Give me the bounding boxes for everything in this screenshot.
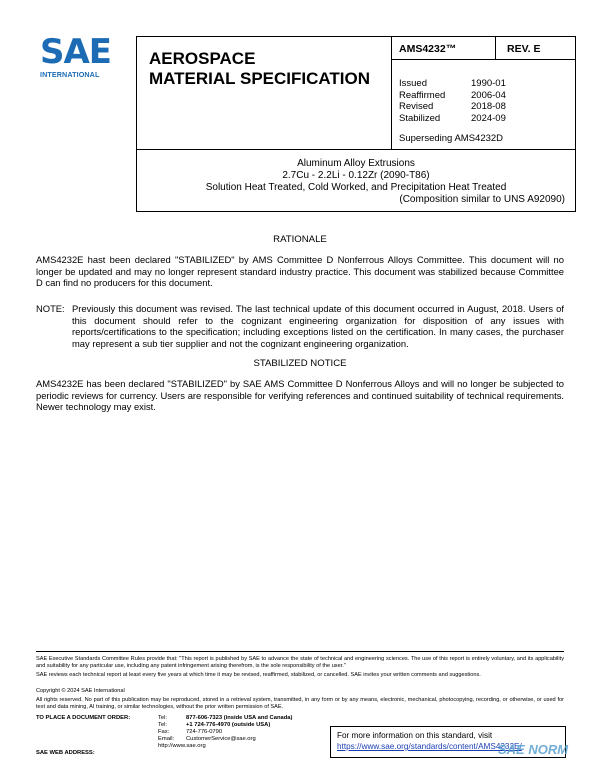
date-row: Revised 2018-08: [399, 101, 506, 112]
date-row: Stabilized 2024-09: [399, 112, 506, 124]
contact-list: [158, 715, 292, 750]
revision-label: REV. E: [507, 43, 541, 55]
doc-number: AMS4232™: [399, 43, 457, 55]
title-line-1: AEROSPACE: [149, 49, 256, 68]
logo-subtitle: INTERNATIONAL: [40, 70, 100, 79]
subject-line-3: Solution Heat Treated, Cold Worked, and Precipitation Heat Treated: [205, 182, 507, 193]
footer-divider: [36, 651, 564, 652]
footer-rights-text: All rights reserved. No part of this publication may be reproduced, stored in a retrieval system, transmitted, in any form or by any means, electronic, mechanical, photocopying, recording, or otherwise, or used for text and data mining, AI training, or similar technologies, without the prior written permission of SAE.: [36, 697, 564, 710]
subject-box: [136, 149, 576, 212]
contact-row: Tel: 877-606-7323 (inside USA and Canada): [158, 715, 293, 721]
order-label: TO PLACE A DOCUMENT ORDER:: [36, 715, 131, 721]
footer-rules-text: SAE Executive Standards Committee Rules provide that: "This report is published by SAE to advance the state of technical and engineering sciences. The use of this report is entirely voluntary, and its applicability and suitability for any particular use, including any patent infringement arising therefrom, is the sole responsibility of the user.": [36, 656, 564, 669]
footer-review-text: SAE reviews each technical report at least every five years at which time it may be revised, reaffirmed, stabilized, or cancelled. SAE invites your written comments and suggestions.: [36, 672, 481, 678]
rationale-text: AMS4232E hast been declared "STABILIZED" by AMS Committee D Nonferrous Alloys Committee. This document will no longer be updated and may no longer represent standard industry practice. This document was stabilized because Committee D can find no producers for this document.: [36, 254, 564, 289]
contact-row: Tel: +1 724-776-4970 (outside USA): [158, 722, 271, 728]
logo-brand: SAE: [40, 32, 112, 72]
subject-line-1: Aluminum Alloy Extrusions: [297, 158, 415, 169]
stabilized-heading: STABILIZED NOTICE: [253, 358, 347, 369]
subject-line-4: (Composition similar to UNS A92090): [399, 194, 565, 205]
superseding-note: Superseding AMS4232D: [399, 133, 504, 144]
note-text: Previously this document was revised. The last technical update of this document occurred in August, 2018. Users of this document should refer to the cognizant engineering organization for disposition of any issues with reports/certifications to the specification; including exceptions listed on the certification. In many cases, the purchaser may represent a sub tier supplier and not the cognizant engineering organization.: [72, 303, 564, 349]
contact-row: Fax: 724-776-0790: [158, 729, 223, 735]
subject-line-2: 2.7Cu - 2.2Li - 0.12Zr (2090-T86): [282, 170, 430, 181]
web-address-label: SAE WEB ADDRESS:: [36, 750, 95, 756]
date-table: [399, 78, 506, 124]
date-row: Reaffirmed 2006-04: [399, 89, 506, 101]
header-box: [136, 36, 576, 150]
note-label: NOTE:: [36, 303, 65, 314]
more-info-text: For more information on this standard, visit: [337, 731, 493, 740]
footer-copyright: Copyright © 2024 SAE International: [36, 688, 125, 694]
standard-url-link[interactable]: https://www.sae.org/standards/content/AMS4232E/: [337, 742, 522, 751]
date-row: Issued 1990-01: [399, 78, 506, 89]
title-line-2: MATERIAL SPECIFICATION: [149, 69, 370, 88]
watermark: SAE NORM: [498, 742, 569, 757]
doc-type-title: [149, 49, 370, 89]
website-link[interactable]: http://www.sae.org: [158, 743, 206, 749]
stabilized-text: AMS4232E has been declared "STABILIZED" by SAE AMS Committee D Nonferrous Alloys and will no longer be subjected to periodic reviews for currency. Users are responsible for verifying references and continued suitability of technical requirements. Newer technology may exist.: [36, 378, 564, 413]
contact-row: Email: CustomerService@sae.org: [158, 736, 256, 742]
rationale-heading: RATIONALE: [273, 234, 327, 245]
sae-logo: [38, 32, 120, 86]
